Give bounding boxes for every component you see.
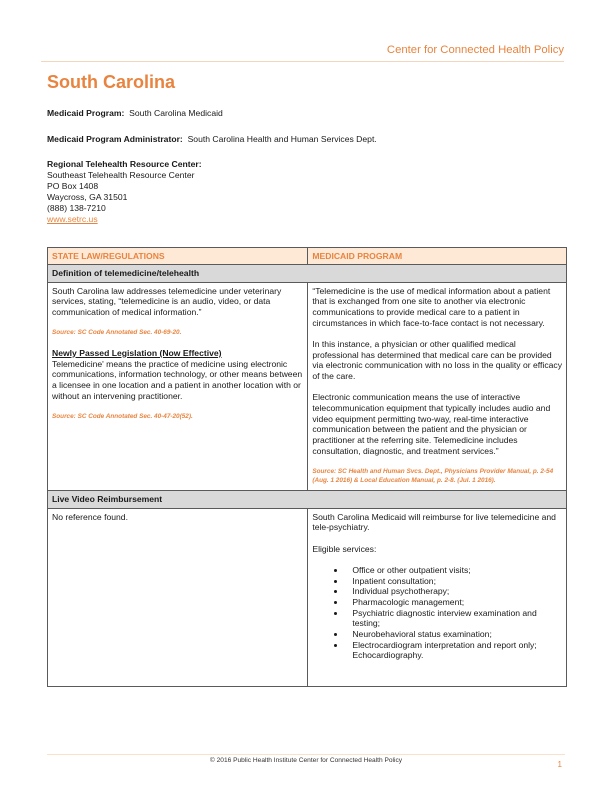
header-org-name: Center for Connected Health Policy (386, 44, 564, 56)
list-item: • Office or other outpatient visits; (346, 565, 562, 576)
policy-table (47, 247, 567, 687)
list-item: • Electrocardiogram interpretation and report only; Echocardiography. (346, 640, 562, 661)
medicaid-admin-line (47, 134, 377, 145)
medicaid-text: In this instance, a physician or other qualified medical professional has determined that medical care can be provided via electronic communication with no loss in the quality or efficacy of the care. (312, 339, 562, 382)
page-footer (47, 754, 565, 769)
resource-center-website-link[interactable]: www.setrc.us (47, 214, 98, 224)
list-item: • Pharmacologic management; (346, 597, 562, 608)
medicaid-program-line (47, 108, 223, 119)
column-header-state-law: STATE LAW/REGULATIONS (48, 248, 308, 265)
section-row-definition (48, 265, 567, 283)
list-item: • Neurobehavioral status examination; (346, 629, 562, 640)
state-law-text: No reference found. (52, 511, 128, 522)
list-item: • Inpatient consultation; (346, 576, 562, 587)
source-citation: Source: SC Code Annotated Sec. 40-47-20(52). (52, 412, 193, 420)
table-row (48, 508, 567, 686)
state-law-cell (48, 282, 308, 490)
medicaid-program-label: Medicaid Program: (47, 108, 125, 118)
medicaid-text: South Carolina Medicaid will reimburse for live telemedicine and tele-psychiatry. (312, 511, 556, 533)
footer-copyright: © 2016 Public Health Institute Center for Connected Health Policy (209, 757, 403, 764)
column-header-medicaid: MEDICAID PROGRAM (308, 248, 567, 265)
legislation-subheading: Newly Passed Legislation (Now Effective) (52, 347, 222, 358)
medicaid-cell (308, 508, 567, 686)
table-row (48, 282, 567, 490)
page-number: 1 (557, 760, 562, 769)
list-item: • Psychiatric diagnostic interview examination and testing; (346, 608, 562, 629)
eligible-services-intro: Eligible services: (312, 543, 377, 554)
medicaid-text: Electronic communication means the use of interactive telecommunication equipment that typically includes audio and video equipment permitting two-way, real-time interactive communication between the patient and the physician or practitioner at the referring site. Telemedicine includes consultation, diagnostic, and treatment services.” (312, 392, 551, 456)
section-row-live-video (48, 491, 567, 509)
resource-center-label: Regional Telehealth Resource Center: (47, 159, 202, 169)
legislation-text: Telemedicine' means the practice of medicine using electronic communications, information technology, or other means between a licensee in one location and a patient in another location with or without an intervening practitioner. (52, 358, 303, 401)
state-law-text: South Carolina law addresses telemedicine under veterinary services, stating, “telemedicine is an audio, video, or data communication of medical information.” (52, 285, 282, 318)
medicaid-program-value: South Carolina Medicaid (129, 108, 223, 118)
table-header-row (48, 248, 567, 265)
section-title: Live Video Reimbursement (48, 491, 567, 509)
page-header (41, 42, 564, 62)
list-item: • Individual psychotherapy; (346, 586, 562, 597)
resource-center-address1: PO Box 1408 (47, 181, 99, 191)
resource-center-address2: Waycross, GA 31501 (47, 192, 128, 202)
source-citation: Source: SC Code Annotated Sec. 40-69-20. (52, 329, 182, 337)
resource-center-phone: (888) 138-7210 (47, 203, 106, 213)
eligible-services-list (312, 565, 562, 661)
medicaid-admin-value: South Carolina Health and Human Services Dept. (187, 134, 377, 144)
resource-center-name: Southeast Telehealth Resource Center (47, 170, 195, 180)
state-law-cell (48, 508, 308, 686)
medicaid-admin-label: Medicaid Program Administrator: (47, 134, 183, 144)
resource-center-block (47, 159, 202, 225)
section-title: Definition of telemedicine/telehealth (48, 265, 567, 283)
page-title: South Carolina (47, 72, 176, 92)
source-citation: Source: SC Health and Human Svcs. Dept., Physicians Provider Manual, p. 2-54 (Aug. 1 2016) & Local Education Manual, p. 2-8. (Jul. 1 2016). (312, 468, 554, 485)
medicaid-cell (308, 282, 567, 490)
medicaid-text: “Telemedicine is the use of medical information about a patient that is exchanged from one site to another via electronic communications to provide medical care to a patient in circumstances in which face-to-face contact is not necessary. (312, 285, 551, 328)
